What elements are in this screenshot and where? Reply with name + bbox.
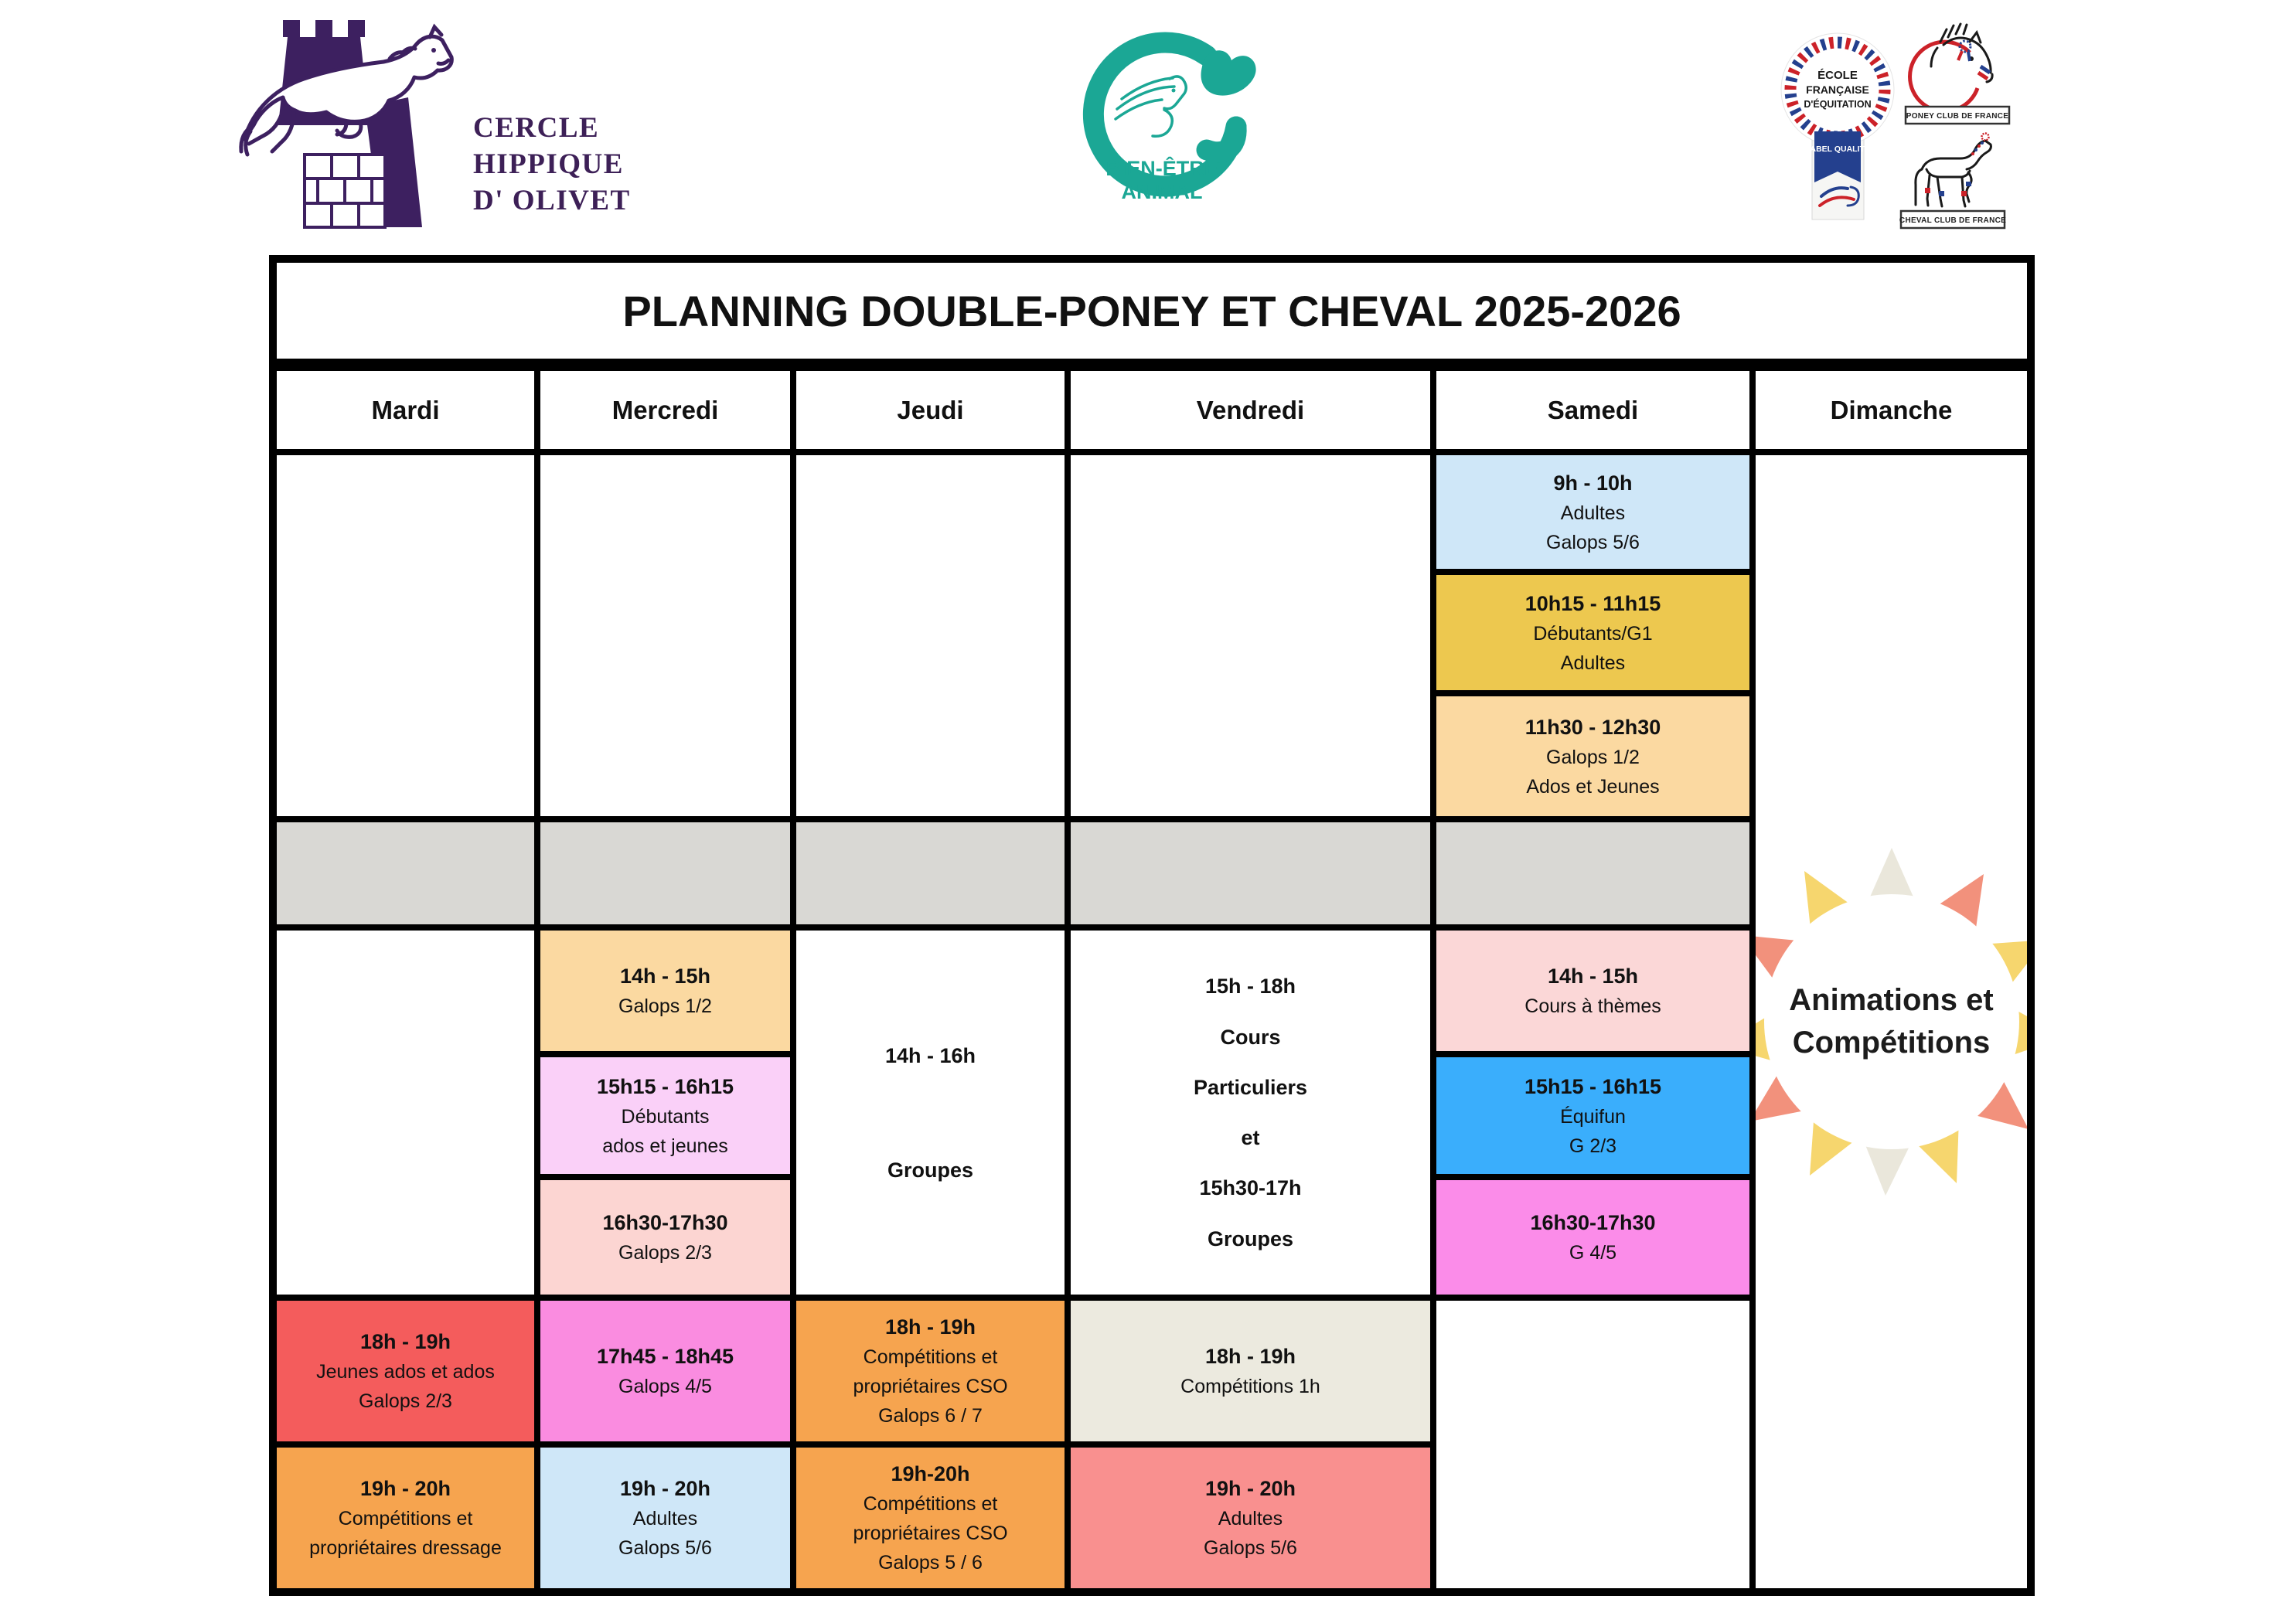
efe-quality-badge xyxy=(1778,29,1898,226)
slot-line: Débutants/G1 xyxy=(1533,622,1653,645)
day-header-mardi: Mardi xyxy=(277,371,534,449)
cell-jeudi-morning-empty xyxy=(796,455,1065,816)
slot-time: 19h - 20h xyxy=(1204,1477,1296,1500)
slot-line: Galops 5/6 xyxy=(1204,1537,1297,1559)
slot-line: Compétitions et xyxy=(863,1346,998,1368)
slot-line: Galops 5/6 xyxy=(1546,531,1640,553)
sunday-label xyxy=(1789,979,1993,1064)
slot-line: Compétitions 1h xyxy=(1180,1376,1320,1397)
heart-icon xyxy=(1201,50,1256,95)
slot-time: 16h30-17h30 xyxy=(602,1211,728,1234)
slot-line: Jeunes ados et ados xyxy=(316,1361,495,1383)
welfare-label-line1: BIEN-ÊTRE xyxy=(1105,157,1218,180)
cell-mardi-18h-19h xyxy=(277,1301,534,1441)
slot-line: 15h30-17h xyxy=(1199,1176,1302,1200)
slot-time: 18h - 19h xyxy=(884,1315,976,1339)
sunday-label-line1: Animations et xyxy=(1789,983,1994,1017)
efe-line3: D'ÉQUITATION xyxy=(1804,99,1872,110)
slot-time: 16h30-17h30 xyxy=(1530,1211,1656,1234)
cockade-ribbon-blue xyxy=(1968,52,1970,61)
slot-line: et xyxy=(1241,1126,1260,1150)
slot-time: 9h - 10h xyxy=(1553,471,1633,495)
cell-vendredi-cours-particuliers xyxy=(1071,931,1430,1295)
cell-mardi-19h-20h xyxy=(277,1448,534,1588)
cell-mercredi-17h45-18h45 xyxy=(540,1301,790,1441)
club-name-line2: HIPPIQUE xyxy=(473,148,624,180)
poney-caption: PONEY CLUB DE FRANCE xyxy=(1906,112,2009,121)
cell-samedi-10h15-11h15 xyxy=(1436,575,1749,690)
slot-line: Galops 1/2 xyxy=(1546,746,1640,768)
slot-line: propriétaires CSO xyxy=(853,1523,1008,1544)
page-title: PLANNING DOUBLE-PONEY ET CHEVAL 2025-2026 xyxy=(277,263,2027,365)
label-qualite-text: LABEL QUALITÉ xyxy=(1805,145,1870,154)
slot-time: 18h - 19h xyxy=(1204,1345,1296,1368)
club-name-line3: D' OLIVET xyxy=(473,185,631,216)
slot-time: 10h15 - 11h15 xyxy=(1524,591,1661,615)
slot-line: 15h - 18h xyxy=(1204,975,1296,999)
brick-base-icon xyxy=(305,155,385,227)
slot-line: Particuliers xyxy=(1193,1075,1308,1099)
slot-line: Galops 4/5 xyxy=(618,1376,712,1397)
slot-time: 14h - 16h xyxy=(884,1043,976,1067)
day-header-dimanche: Dimanche xyxy=(1756,371,2027,449)
leg-band-blue xyxy=(1939,191,1944,196)
slot-line: Galops 2/3 xyxy=(359,1390,452,1412)
cell-mercredi-15h15-16h15 xyxy=(540,1057,790,1174)
cell-dimanche-animations xyxy=(1756,455,2027,1588)
slot-time: 14h - 15h xyxy=(1547,965,1639,988)
cockade-ribbon-red xyxy=(1958,51,1962,60)
club-horse-castle-logo xyxy=(230,9,478,233)
cell-mercredi-16h30-17h30 xyxy=(540,1180,790,1295)
slot-line: Galops 5/6 xyxy=(618,1537,712,1559)
noseband-blue xyxy=(1981,66,1990,73)
horse-eye-dot xyxy=(1172,89,1176,93)
cell-mardi-morning-empty xyxy=(277,455,534,816)
slot-line: Adultes xyxy=(1218,1508,1283,1529)
slot-line: Groupes xyxy=(887,1158,974,1182)
slot-time: 15h15 - 16h15 xyxy=(596,1074,734,1098)
cheval-club-logo xyxy=(1899,120,2007,232)
slot-time: 17h45 - 18h45 xyxy=(596,1345,734,1368)
slot-line: propriétaires dressage xyxy=(309,1537,502,1559)
efe-line2: FRANÇAISE xyxy=(1806,83,1869,96)
poney-club-logo xyxy=(1903,19,2012,127)
cell-mardi-afternoon-empty xyxy=(277,931,534,1295)
slot-line: Compétitions et xyxy=(863,1493,998,1515)
slot-time: 19h - 20h xyxy=(359,1477,451,1500)
slot-time: 18h - 19h xyxy=(359,1330,451,1353)
slot-time: 19h - 20h xyxy=(619,1477,711,1500)
day-header-jeudi: Jeudi xyxy=(796,371,1065,449)
cell-samedi-evening-empty xyxy=(1436,1301,1749,1588)
slot-time: 11h30 - 12h30 xyxy=(1524,715,1661,739)
slot-line: Galops 6 / 7 xyxy=(878,1405,983,1427)
slot-line: Galops 5 / 6 xyxy=(878,1552,983,1574)
slot-line: Galops 1/2 xyxy=(618,995,712,1017)
club-name xyxy=(473,110,674,219)
cell-mercredi-19h-20h xyxy=(540,1448,790,1588)
cell-vendredi-morning-empty xyxy=(1071,455,1430,816)
slot-line: Adultes xyxy=(1560,652,1626,674)
mane-dots xyxy=(1971,141,1984,155)
cell-samedi-9h-10h xyxy=(1436,455,1749,569)
leg-band-red xyxy=(1925,188,1930,193)
walking-horse-icon xyxy=(1916,141,1991,206)
cell-samedi-lunch-break xyxy=(1436,822,1749,924)
slot-line: Équifun xyxy=(1560,1105,1626,1128)
cell-mercredi-morning-empty xyxy=(540,455,790,816)
cell-vendredi-lunch-break xyxy=(1071,822,1430,924)
animal-welfare-logo xyxy=(1071,17,1260,222)
leg-band-blue2 xyxy=(1966,182,1971,186)
cell-samedi-14h-15h xyxy=(1436,931,1749,1051)
cell-mercredi-lunch-break xyxy=(540,822,790,924)
welfare-label-line2: ANIMAL xyxy=(1121,180,1203,203)
slot-line: Groupes xyxy=(1207,1227,1294,1250)
cell-jeudi-14h-16h-groupes xyxy=(796,931,1065,1295)
slot-line: G 4/5 xyxy=(1569,1242,1617,1264)
cell-jeudi-lunch-break xyxy=(796,822,1065,924)
slot-line: Ados et Jeunes xyxy=(1526,775,1660,798)
cell-mercredi-14h-15h xyxy=(540,931,790,1051)
slot-time: 19h-20h xyxy=(891,1462,970,1485)
noseband-red xyxy=(1978,73,1988,79)
leg-band-red2 xyxy=(1961,191,1967,196)
cell-mardi-lunch-break xyxy=(277,822,534,924)
club-name-line1: CERCLE xyxy=(473,112,600,144)
horse-head-sketch-icon xyxy=(1116,77,1186,136)
cell-samedi-11h30-12h30 xyxy=(1436,696,1749,816)
slot-line: Cours à thèmes xyxy=(1524,995,1661,1017)
cell-vendredi-18h-19h xyxy=(1071,1301,1430,1441)
slot-line: propriétaires CSO xyxy=(853,1376,1008,1397)
slot-line: Adultes xyxy=(1560,502,1626,524)
slot-line: ados et jeunes xyxy=(602,1135,728,1157)
cell-samedi-16h30-17h30 xyxy=(1436,1180,1749,1295)
slot-line: Adultes xyxy=(632,1508,698,1529)
sunday-label-line2: Compétitions xyxy=(1792,1026,1991,1060)
efe-line1: ÉCOLE xyxy=(1817,69,1858,82)
day-header-samedi: Samedi xyxy=(1436,371,1749,449)
cell-jeudi-19h-20h xyxy=(796,1448,1065,1588)
cell-vendredi-19h-20h xyxy=(1071,1448,1430,1588)
slot-line: Cours xyxy=(1220,1025,1281,1049)
horse-cockade-icon xyxy=(1982,134,1989,141)
cheval-caption: CHEVAL CLUB DE FRANCE xyxy=(1899,216,2007,225)
planning-table xyxy=(269,255,2035,1596)
slot-time: 14h - 15h xyxy=(619,965,711,988)
slot-line: Débutants xyxy=(621,1105,710,1128)
day-header-mercredi: Mercredi xyxy=(540,371,790,449)
cell-samedi-15h15-16h15 xyxy=(1436,1057,1749,1174)
slot-line: Galops 2/3 xyxy=(618,1242,712,1264)
slot-time: 15h15 - 16h15 xyxy=(1524,1074,1662,1098)
slot-line: G 2/3 xyxy=(1569,1135,1617,1157)
day-header-vendredi: Vendredi xyxy=(1071,371,1430,449)
slot-line: Compétitions et xyxy=(338,1508,473,1529)
cell-jeudi-18h-19h xyxy=(796,1301,1065,1441)
